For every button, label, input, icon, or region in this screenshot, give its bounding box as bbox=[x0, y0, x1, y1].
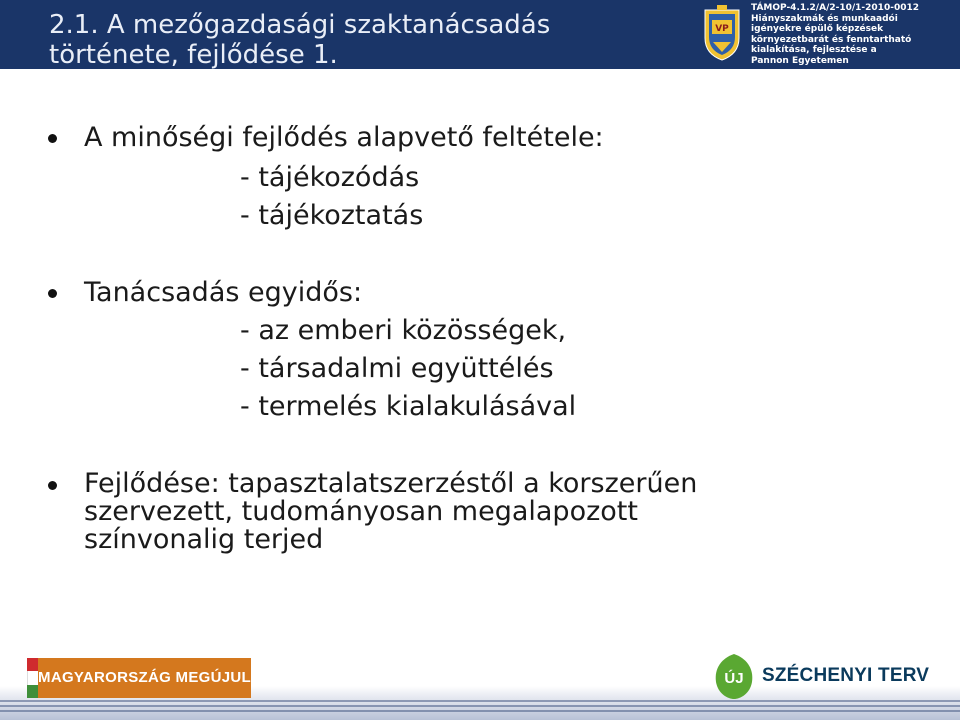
szechenyi-terv-text: SZÉCHENYI TERV bbox=[762, 665, 930, 686]
sub-item: - társadalmi együttélés bbox=[240, 353, 554, 384]
bullet-text: A minőségi fejlődés alapvető feltétele: bbox=[84, 122, 604, 153]
magyarorszag-megujul-logo bbox=[27, 658, 251, 698]
bullet-paragraph bbox=[84, 470, 904, 554]
project-line: Pannon Egyetemen bbox=[751, 55, 849, 66]
sub-item: - termelés kialakulásával bbox=[240, 391, 577, 422]
magyarorszag-megujul-text: MAGYARORSZÁG MEGÚJUL bbox=[38, 658, 251, 698]
project-line: Hiányszakmák és munkaadói bbox=[751, 13, 898, 24]
szechenyi-leaf-icon bbox=[712, 652, 756, 700]
szechenyi-mark-text: ÚJ bbox=[724, 670, 744, 687]
project-code: TÁMOP-4.1.2/A/2-10/1-2010-0012 bbox=[751, 3, 919, 13]
bullet-icon bbox=[48, 481, 57, 490]
paragraph-line: Fejlődése: tapasztalatszerzéstől a korszerűen bbox=[84, 468, 698, 499]
bullet-icon bbox=[48, 134, 57, 143]
slide-title-line-2: története, fejlődése 1. bbox=[49, 40, 338, 70]
sub-item: - tájékoztatás bbox=[240, 200, 424, 231]
paragraph-line: színvonalig terjed bbox=[84, 524, 324, 555]
sub-item: - az emberi közösségek, bbox=[240, 315, 567, 346]
szechenyi-terv-logo bbox=[712, 652, 932, 702]
project-line: igényekre épülő képzések bbox=[751, 24, 884, 35]
bullet-icon bbox=[48, 289, 57, 298]
hungarian-flag-icon bbox=[27, 658, 38, 698]
bullet-text: Tanácsadás egyidős: bbox=[84, 277, 363, 308]
project-line: kialakítása, fejlesztése a bbox=[751, 45, 877, 56]
crest-letters: VP bbox=[715, 24, 729, 34]
sub-item: - tájékozódás bbox=[240, 162, 420, 193]
paragraph-line: szervezett, tudományosan megalapozott bbox=[84, 496, 638, 527]
project-line: környezetbarát és fenntartható bbox=[751, 34, 912, 45]
slide-title-line-1: 2.1. A mezőgazdasági szaktanácsadás bbox=[49, 10, 551, 40]
